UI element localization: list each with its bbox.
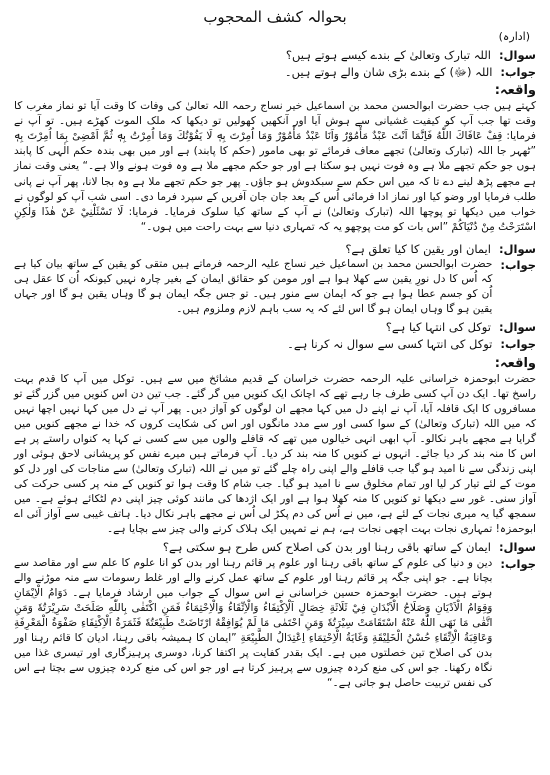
question-label: سوال:	[498, 241, 536, 256]
question-text: ایمان کے ساتھ باقی رہنا اور بدن کی اصلاح کس طرح ہو سکتی ہے؟	[162, 540, 491, 555]
qa-block-3	[14, 319, 536, 336]
answer-block-2	[14, 257, 536, 319]
answer-block-3	[14, 336, 536, 353]
answer-text: توکل کی انتہا کسی سے سوال نہ کرنا ہے۔	[287, 337, 493, 352]
question-label: سوال:	[498, 48, 536, 62]
question-text: اللہ تبارک وتعالیٰ کے بندے کیسے ہوتے ہیں؟	[285, 48, 491, 62]
author-credit: (ادارہ)	[498, 30, 530, 43]
question-text: ایمان اور یقین کا کیا تعلق ہے؟	[345, 241, 491, 256]
answer-label: جواب:	[500, 556, 536, 571]
story-paragraph-1: کہتے ہیں جب حضرت ابوالحسن محمد بن اسماعیل خیر نساج رحمہ اللہ تعالیٰ کی وفات کا وقت آیا تو نماز مغرب کا وقت تھا جب آپ کو کیفیت غشیانی سے ہوش آیا اور آنکھیں کھولیں تو دیکھا کہ ملک الموت کھڑے ہیں۔ تو آپ نے فرمایا: قِفْ عَافَاكَ اللّٰهُ فَاِنَّمَا اَنْتَ عَبْدٌ مَأْمُوْرٌ وَاَنَا عَبْدٌ مَأْمُوْرٌ وَمَا اُمِرْتَ بِهٖ لَا يَفُوْتُكَ وَمَا اُمِرْتُ بِهٖ ثُمَّ اَمْضِىْ بِمَا اُمِرْتَ بِهٖ ”ٹھہر جا اللہ (تبارک وتعالیٰ) تجھے معاف فرمائے تو بھی مامور (حکم کا پابند) ہے اور میں بھی بندہ حکم الٰہی کا پابند ہوں جو حکم تجھے ملا ہے وہ فوت نہیں ہو سکتا ہے اور جو حکم مجھے ملا ہے وہ فوت ہونے والا ہے۔“ یعنی وقت نماز ہے مجھے پڑھ لینے دے تا کہ میں اس حکم سے سبکدوش ہو جاؤں۔ پھر جو حکم تجھے ملا ہے وہ بجا لانا، پھر آپ نے پانی طلب فرمایا اور وضو کیا اور نماز ادا فرمائی اُس کے بعد جان جان آفریں کے سپرد فرما دی۔ اسی شب آپ کو لوگوں نے خواب میں دیکھا تو پوچھا اللہ (تبارک وتعالیٰ) نے آپ کے ساتھ کیا سلوک فرمایا۔ فرمایا: لَا تَسْئَلْنِيْ عَنْ هٰذَا وَلٰكِنِ اسْتَرَحْتُ مِنْ دُنْيَاكُمْ ”اس بات کو مت پوچھو یہ کہ تمہاری دنیا سے بہت راحت میں ہوں۔“	[14, 100, 536, 233]
question-label: سوال:	[498, 320, 536, 335]
qa-block-2	[14, 241, 536, 258]
answer-block-1	[14, 64, 536, 81]
answer-label: جواب:	[500, 258, 536, 273]
answer-text: حضرت ابوالحسن محمد بن اسماعیل خیر نساج علیہ الرحمہ فرماتے ہیں متقی کو یقین کے ساتھ بیان کیا ہے کہ اُس کا دل نورِ یقین سے کھلا ہوا ہے اور مومن کو حقائق ایمان کے بغیر چارہ نہیں کیونکہ اُن کا عقل ہی اُن کو جسم عطا ہوا ہے جو کہ ایمان سے منور ہیں۔ تو جس جگہ ایمان ہو گا وہاں یقین ہو گا اور جہاں یقین ہو گا وہاں ایمان ہو گا اس لئے کہ یہ سب باہم لازم وملزوم ہیں۔	[14, 258, 493, 316]
answer-label: جواب:	[500, 64, 536, 79]
answer-block-4	[14, 556, 536, 693]
qa-block-1	[14, 47, 536, 64]
answer-text: اللہ (ﷻ) کے بندے بڑی شان والے ہوتے ہیں۔	[284, 64, 493, 79]
story-paragraph-2: حضرت ابوحمزہ خراسانی علیہ الرحمہ حضرت خراسان کے قدیم مشائخ میں سے ہیں۔ توکل میں آپ کا قدم بہت راسخ تھا۔ ایک دن آپ کسی طرف جا رہے تھے کہ اچانک ایک کنویں میں گر گئے۔ جب تین دن اس کنویں میں گزر گئے تو مسافروں کا ایک قافلہ آیا، آپ نے اپنے دل میں کہا مجھے ان لوگوں کو آواز دیں۔ پھر آپ نے دل میں کہا نہیں اچھا نہیں کہ میں اللہ (تبارک وتعالیٰ) کے سوا کسی اور سے مدد مانگوں اور اس کی شکایت کروں کہ خدا نے مجھے کنویں میں گرایا ہے مجھے باہر نکالو۔ آپ ابھی انہی خیالوں میں تھے کہ قافلے والوں میں سے کسی نے کہا یہ کنواں راستے پر ہے اس کا منہ بند کر دیا جائے۔ انہوں نے کنویں کا منہ بند کر دیا۔ آپ فرماتے ہیں میرے نفس کو پریشانی لاحق ہوئی اور اپنی زندگی سے نا امید ہو گیا جب قافلے والے اپنی راہ چلے گئے تو میں نے اللہ (تبارک وتعالیٰ) سے مناجات کی اور دل کو موت کے لئے تیار کر لیا اور تمام مخلوق سے نا امید ہو گیا۔ جب شام کا وقت ہوا تو کنویں کے منہ پر کسی حرکت کی آواز سنی۔ غور سے دیکھا تو کنویں کا منہ کھلا ہوا ہے اور ایک اژدھا کی مانند کوئی چیز اپنی دم لٹکائے ہوئے ہے۔ میں سمجھ گیا یہ میری نجات کے لئے ہے، میں نے اُس کی دم پکڑ لی اُس نے مجھے باہر نکال دیا۔ ہاتف غیبی سے آواز آئی اے ابوحمزہ! تمہاری نجات بہت اچھی نجات ہے، ہم نے تمہیں ایک ہلاک کرنے والی چیز سے بچایا ہے۔	[14, 372, 536, 536]
qa-block-4	[14, 539, 536, 556]
section-heading-waqia: واقعہ:	[494, 83, 536, 99]
page-title: بحوالہ کشف المحجوب	[203, 8, 347, 26]
section-heading-waqia-2: واقعہ:	[494, 355, 536, 371]
answer-label: جواب:	[500, 337, 536, 352]
question-text: توکل کی انتہا کیا ہے؟	[385, 320, 491, 335]
question-label: سوال:	[498, 540, 536, 555]
answer-text: دین و دنیا کی علوم کے ساتھ باقی رہنا اور علوم پر قائم رہنا اور بدن کو انا علوم کا علم سے اور مقاصد سے بچانا ہے۔ جو اپنی جگہ پر قائم رہنا اور علوم کے ساتھ عمل کرنے والے اور غلط رسومات سے منہ موڑنے والے ہوتے ہیں۔ حضرت ابوحمزہ حسین خراسانی نے اس سوال کے جواب میں ارشاد فرمایا ہے۔ دَوَامُ الْاِيْمَانِ وَقِوَامُ الْاَدْيَانِ وَصَلَاحُ الْاَبْدَانِ فِيْ ثَلَاثَةِ خِصَالٍ اَلْاِكْتِفَاءُ وَالْاِتِّقَاءُ وَالْاِحْتِمَاءُ فَمَنِ اكْتَفٰى بِاللّٰهِ صَلَحَتْ سَرِيْرَتُهٗ وَمَنِ اتَّقٰى مَا نَهَى اللّٰهُ عَنْهُ اسْتَقَامَتْ سِيْرَتُهٗ وَمَنِ احْتَمٰى مَا لَمْ يُوَافِقْهُ ارْتَاضَتْ طَبِيْعَتُهٗ فَثَمَرَةُ الْاِكْتِفَاءِ صَفْوَةُ الْمَعْرِفَةِ وَعَاقِبَةُ الْاِتِّقَاءِ حُسْنُ الْخَلِيْقَةِ وَغَايَةُ الْاِحْتِمَاءِ اِعْتِدَالُ الطَّبِيْعَةِ ”ایمان کا ہمیشہ باقی رہنا، ادیان کا قائم رہنا اور بدن کی اصلاح تین خصلتوں میں ہے۔ ایک بقدر کفایت پر اکتفا کرنا، دوسری پرہیزگاری اور تیسری غذا میں نگاہ رکھنا۔ جو اس کی منع کردہ چیزوں سے پرہیز کرتا ہے اور جو اس کی منع کردہ چیزوں سے بچتا ہے اس کی نفس تربیت حاصل ہو جاتی ہے۔“	[14, 556, 493, 690]
